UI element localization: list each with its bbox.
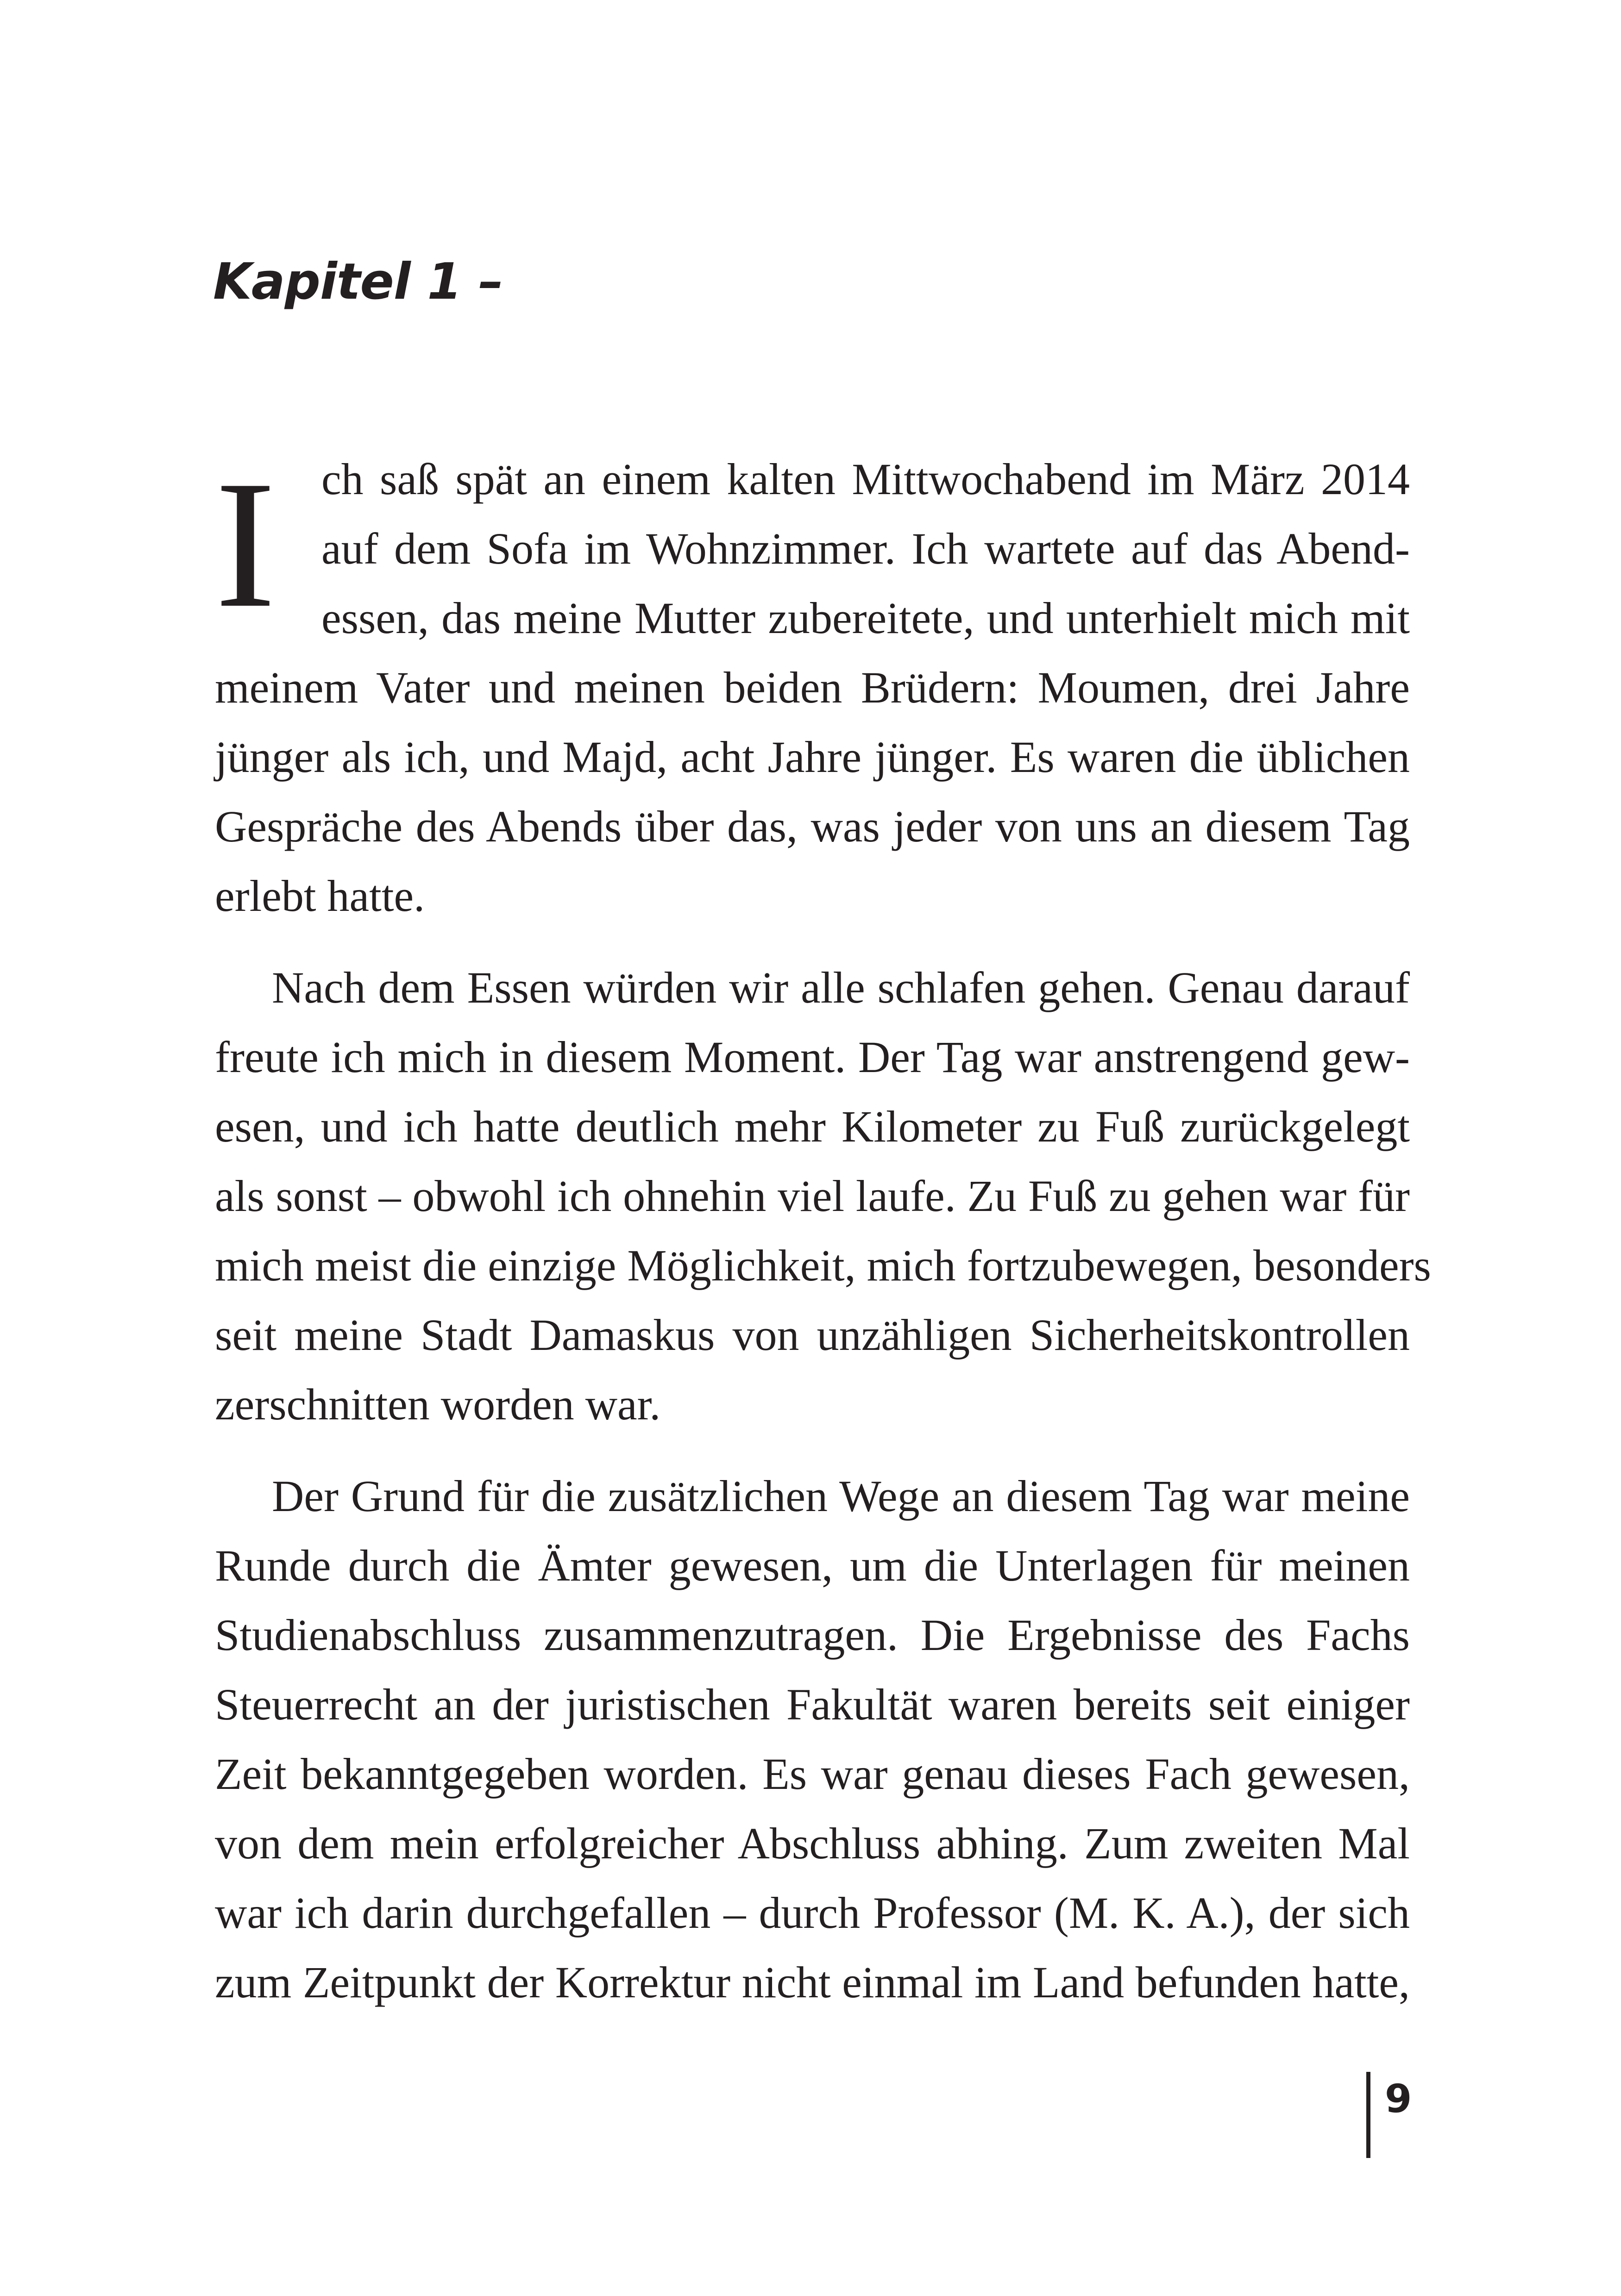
- text-line: Der Grund für die zusätzlichen Wege an diesem Tag war meine: [272, 1471, 1410, 1521]
- text-line: Runde durch die Ämter gewesen, um die Unterlagen für meinen: [215, 1541, 1410, 1590]
- page-number: 9: [1385, 2076, 1412, 2121]
- text-line: zerschnitten worden war.: [215, 1380, 661, 1429]
- text-line: ch saß spät an einem kalten Mittwochabend im März 2014: [321, 454, 1410, 504]
- chapter-title: Kapitel 1 –: [213, 253, 503, 311]
- text-line: esen, und ich hatte deutlich mehr Kilometer zu Fuß zurückgelegt: [215, 1102, 1410, 1151]
- text-line: von dem mein erfolgreicher Abschluss abhing. Zum zweiten Mal: [215, 1819, 1410, 1868]
- text-line: mich meist die einzige Möglichkeit, mich fortzubewegen, besonders: [215, 1241, 1431, 1290]
- text-line: zum Zeitpunkt der Korrektur nicht einmal im Land befunden hatte,: [215, 1957, 1410, 2007]
- text-line: jünger als ich, und Majd, acht Jahre jünger. Es waren die üblichen: [215, 732, 1410, 782]
- text-line: meinem Vater und meinen beiden Brüdern: Moumen, drei Jahre: [215, 663, 1410, 712]
- text-line: freute ich mich in diesem Moment. Der Tag war anstrengend gew-: [215, 1032, 1410, 1082]
- paragraph-2: [215, 953, 1431, 1439]
- drop-cap: I: [215, 443, 276, 646]
- page-number-rule: [1366, 2072, 1370, 2158]
- text-line: Zeit bekanntgegeben worden. Es war genau dieses Fach gewesen,: [215, 1749, 1410, 1799]
- text-line: als sonst – obwohl ich ohnehin viel laufe. Zu Fuß zu gehen war für: [215, 1171, 1410, 1221]
- text-line: war ich darin durchgefallen – durch Professor (M. K. A.), der sich: [215, 1888, 1410, 1938]
- text-line: essen, das meine Mutter zubereitete, und unterhielt mich mit: [321, 593, 1410, 643]
- text-line: auf dem Sofa im Wohnzimmer. Ich wartete auf das Abend-: [321, 524, 1410, 573]
- text-line: Nach dem Essen würden wir alle schlafen gehen. Genau darauf: [272, 963, 1410, 1012]
- text-line: Studienabschluss zusammenzutragen. Die Ergebnisse des Fachs: [215, 1610, 1410, 1660]
- paragraph-3: [215, 1462, 1410, 2017]
- paragraph-1: [215, 445, 1410, 931]
- text-line: Gespräche des Abends über das, was jeder von uns an diesem Tag: [215, 802, 1410, 851]
- text-line: seit meine Stadt Damaskus von unzähligen Sicherheitskontrollen: [215, 1310, 1410, 1360]
- text-line: erlebt hatte.: [215, 871, 425, 921]
- body-text: [215, 443, 1431, 2017]
- text-line: Steuerrecht an der juristischen Fakultät waren bereits seit einiger: [215, 1680, 1410, 1729]
